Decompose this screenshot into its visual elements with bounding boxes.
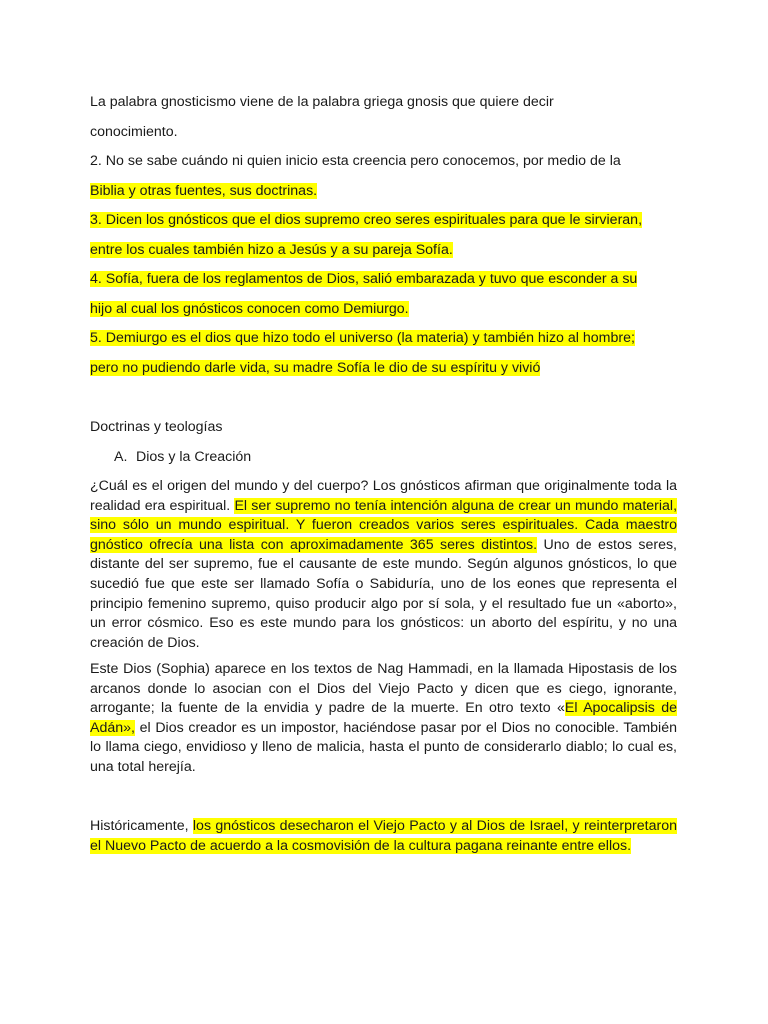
point-2	[90, 147, 690, 206]
intro-line-1: La palabra gnosticismo viene de la palabra griega gnosis que quiere decir	[90, 94, 554, 110]
section-heading: Doctrinas y teologías	[90, 419, 223, 435]
paragraph-sophia-b: el Dios creador es un impostor, haciéndose pasar por el Dios no conocible. También lo llama ciego, envidioso y lleno de malicia, hasta el punto de considerarlo diablo; lo cual es, una total herejía.	[90, 719, 677, 775]
paragraph-history	[90, 817, 677, 856]
subheading-marker: A.	[114, 449, 128, 465]
point-4	[90, 265, 690, 324]
point-5-line-1: 5. Demiurgo es el dios que hizo todo el universo (la materia) y también hizo al hombre;	[90, 330, 635, 346]
paragraph-creation-a: ¿Cuál es el origen del mundo y del cuerpo? Los gnósticos afirman que originalmente toda la realidad era espiritual.	[90, 478, 677, 514]
subheading	[114, 447, 251, 467]
point-3-line-2: entre los cuales también hizo a Jesús y a su pareja Sofía.	[90, 241, 453, 258]
subheading-text: Dios y la Creación	[136, 449, 252, 465]
paragraph-creation	[90, 477, 677, 653]
point-5-line-2: pero no pudiendo darle vida, su madre Sofía le dio de su espíritu y vivió	[90, 359, 541, 376]
point-3	[90, 206, 690, 265]
paragraph-history-a: Históricamente,	[90, 818, 193, 834]
point-4-line-1: 4. Sofía, fuera de los reglamentos de Dios, salió embarazada y tuvo que esconder a su	[90, 271, 638, 287]
point-3-line-1: 3. Dicen los gnósticos que el dios supremo creo seres espirituales para que le sirvieran,	[90, 212, 643, 228]
paragraph-creation-b: Uno de estos seres, distante del ser supremo, fue el causante de este mundo. Según algunos gnósticos, lo que sucedió fue que este ser llamado Sofía o Sabiduría, uno de los eones que representa el principio femenino supremo, quiso producir algo por sí sola, y el resultado fue un «aborto», un error cósmico. Eso es este mundo para los gnósticos: un aborto del espíritu, y no una creación de Dios.	[90, 536, 677, 651]
intro-paragraph	[90, 88, 690, 147]
paragraph-sophia-a: Este Dios (Sophia) aparece en los textos de Nag Hammadi, en la llamada Hipostasis de los arcanos donde lo asocian con el Dios del Viejo Pacto y dicen que es ciego, ignorante, arrogante; la fuente de la envidia y padre de la muerte. En otro texto «	[90, 661, 677, 717]
paragraph-sophia	[90, 660, 677, 778]
intro-line-2: conocimiento.	[90, 123, 178, 140]
point-4-line-2: hijo al cual los gnósticos conocen como Demiurgo.	[90, 300, 409, 317]
point-2-text: 2. No se sabe cuándo ni quien inicio esta creencia pero conocemos, por medio de la	[90, 153, 621, 169]
paragraph-history-highlight: los gnósticos desecharon el Viejo Pacto y al Dios de Israel, y reinterpretaron el Nuevo Pacto de acuerdo a la cosmovisión de la cultura pagana reinante entre ellos.	[90, 818, 677, 854]
paragraph-sophia-highlight: El Apocalipsis de Adán»,	[90, 700, 677, 736]
point-5	[90, 324, 690, 383]
paragraph-creation-highlight: El ser supremo no tenía intención alguna de crear un mundo material, sino sólo un mundo espiritual. Y fueron creados varios seres espirituales. Cada maestro gnóstico ofrecía una lista con aproximadamente 365 seres distintos.	[90, 497, 678, 553]
point-2-highlight: Biblia y otras fuentes, sus doctrinas.	[90, 182, 318, 199]
